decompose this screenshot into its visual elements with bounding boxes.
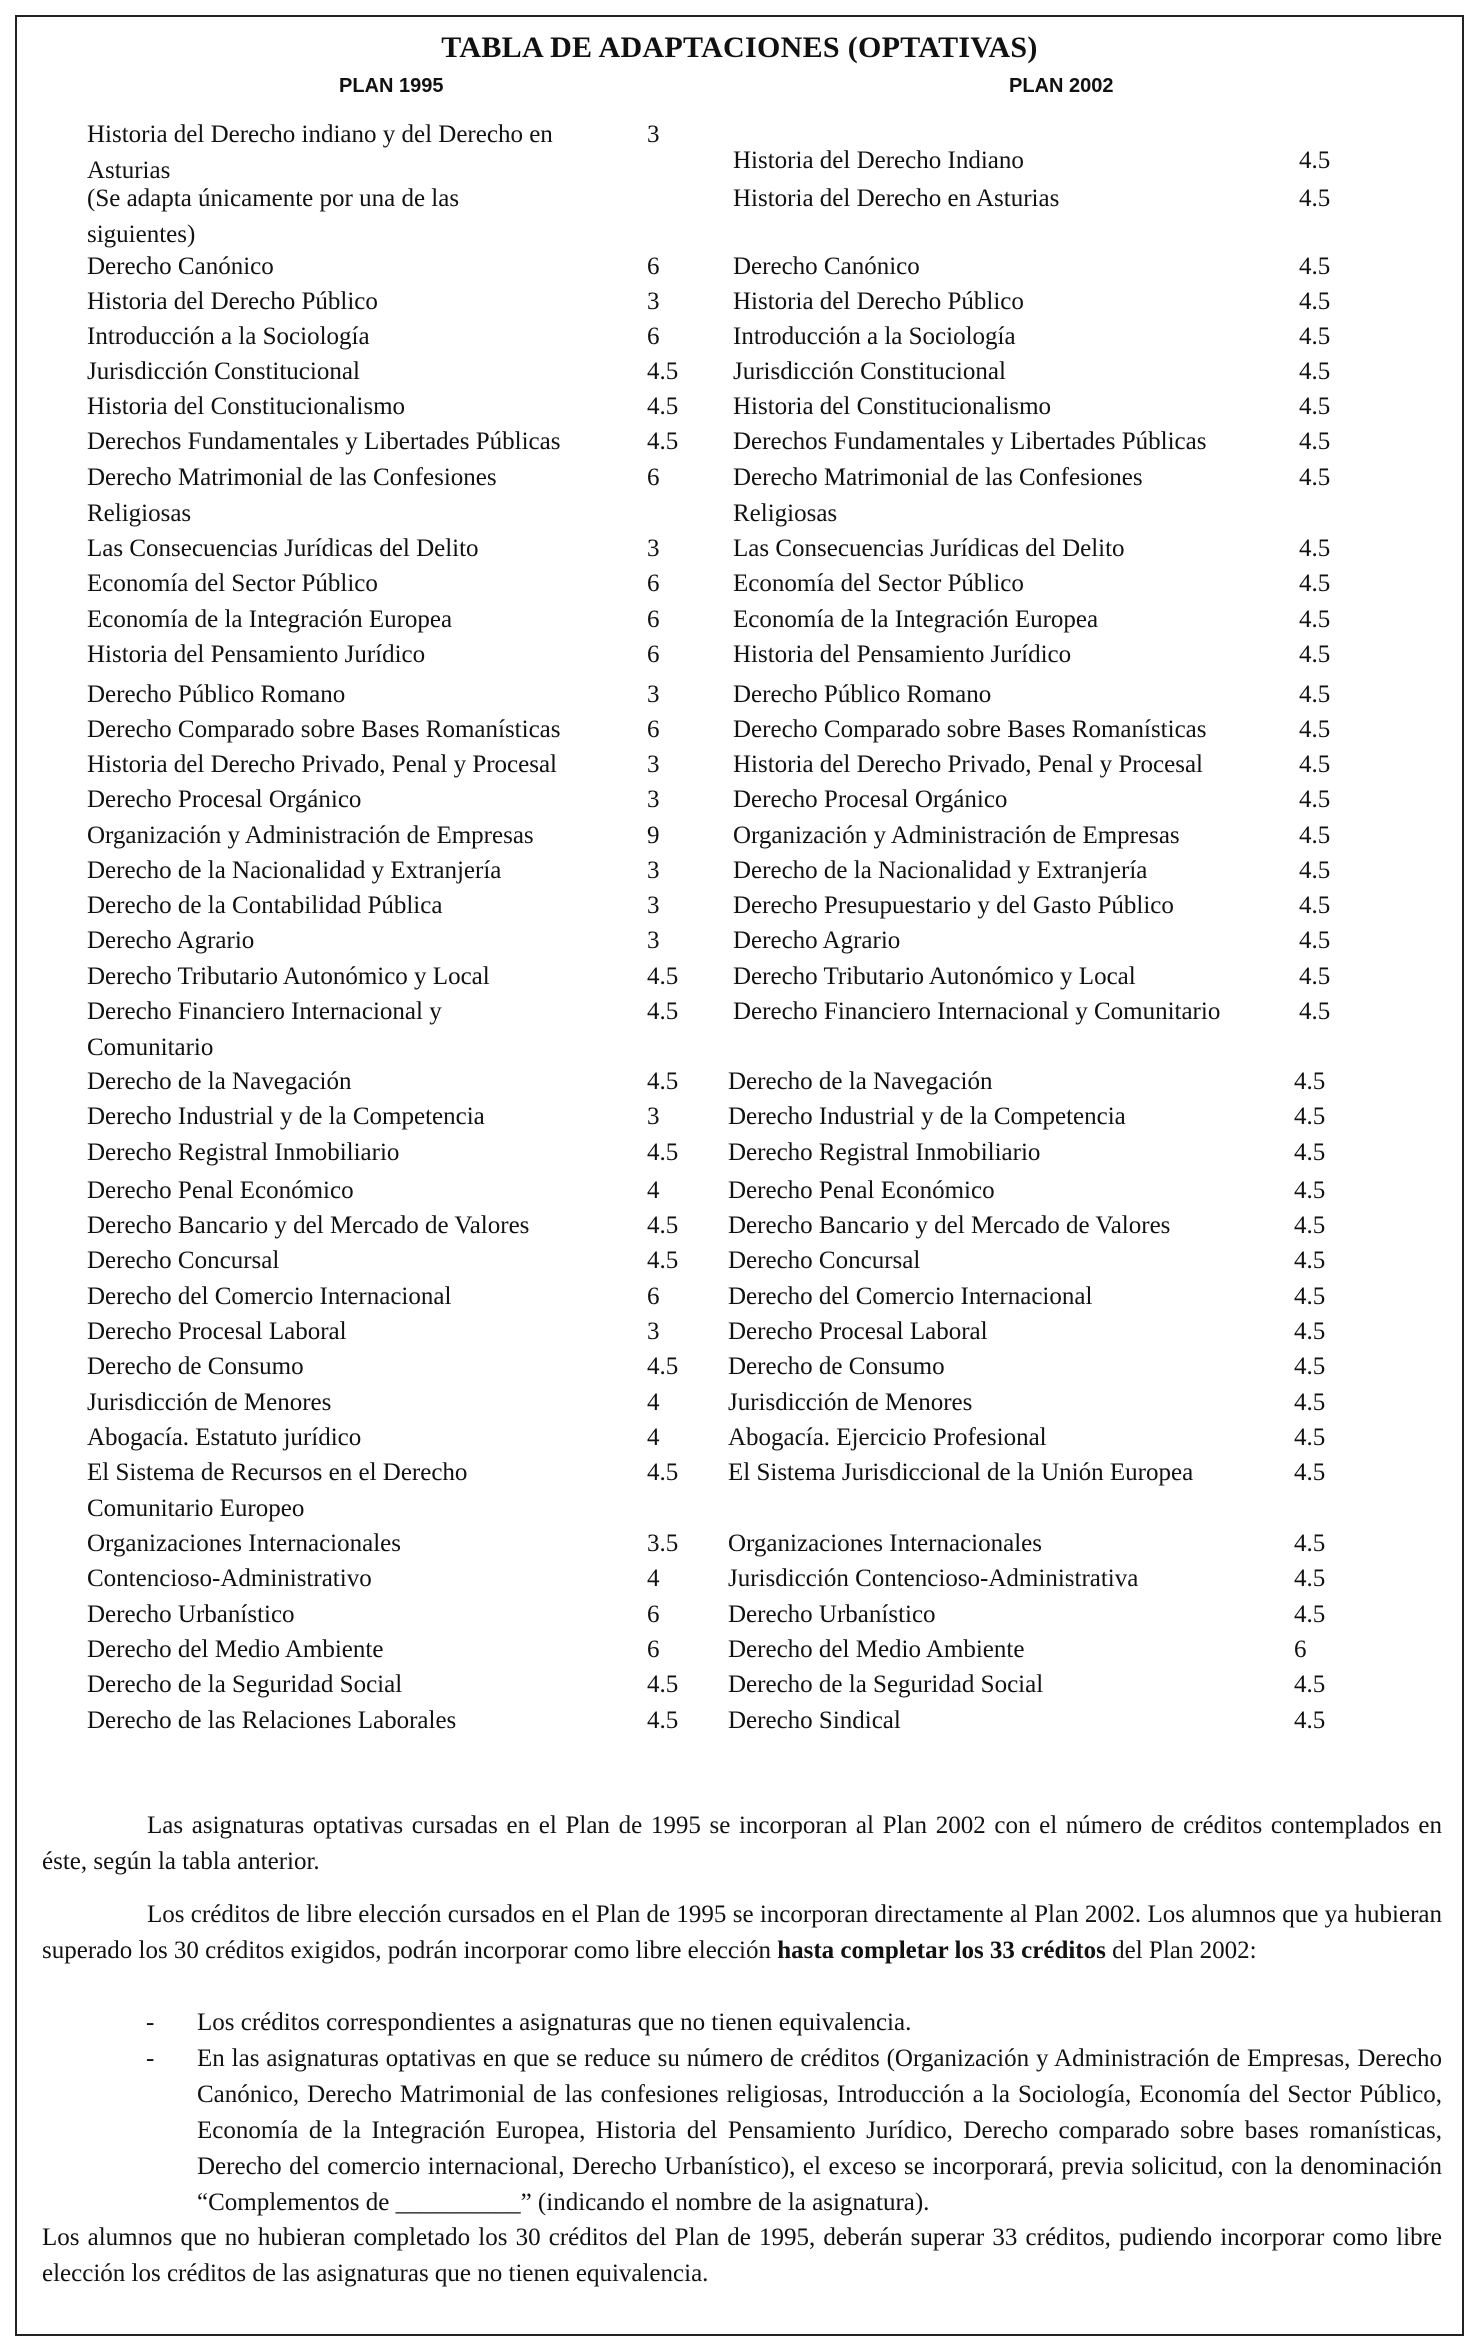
plan1995-credits: 6 xyxy=(647,464,660,491)
plan2002-subject: Historia del Derecho Indiano xyxy=(733,147,1024,174)
plan1995-subject: Historia del Constitucionalismo xyxy=(87,393,406,420)
plan1995-subject: Derecho Canónico xyxy=(87,253,274,280)
plan1995-subject-cont: Asturias xyxy=(87,157,171,184)
plan2002-credits: 4.5 xyxy=(1299,570,1331,597)
plan1995-credits: 6 xyxy=(647,570,660,597)
plan1995-subject: Derecho Comparado sobre Bases Romanísticas xyxy=(87,716,561,743)
plan2002-subject: Derecho Procesal Orgánico xyxy=(733,786,1008,813)
plan1995-subject: Derecho del Comercio Internacional xyxy=(87,1283,452,1310)
plan2002-subject: Jurisdicción Constitucional xyxy=(733,358,1006,385)
plan1995-credits: 3 xyxy=(647,681,660,708)
plan2002-credits: 4.5 xyxy=(1299,681,1331,708)
plan1995-credits: 6 xyxy=(647,323,660,350)
plan1995-subject: Derecho Registral Inmobiliario xyxy=(87,1139,400,1166)
plan2002-subject: Jurisdicción Contencioso-Administrativa xyxy=(728,1565,1139,1592)
plan1995-subject: Derecho Procesal Laboral xyxy=(87,1318,347,1345)
plan2002-subject: Derecho Público Romano xyxy=(733,681,992,708)
plan2002-credits: 4.5 xyxy=(1294,1318,1326,1345)
plan1995-credits: 3 xyxy=(647,786,660,813)
plan1995-subject: Derecho de Consumo xyxy=(87,1353,304,1380)
plan2002-subject: Introducción a la Sociología xyxy=(733,323,1016,350)
plan2002-subject: Historia del Derecho Privado, Penal y Procesal xyxy=(733,751,1204,778)
plan2002-credits: 4.5 xyxy=(1294,1601,1326,1628)
plan1995-credits: 4.5 xyxy=(647,358,679,385)
plan2002-subject: Derecho Bancario y del Mercado de Valores xyxy=(728,1212,1171,1239)
plan2002-subject: Organización y Administración de Empresas xyxy=(733,822,1180,849)
plan2002-subject: Derecho de la Nacionalidad y Extranjería xyxy=(733,857,1148,884)
paragraph-no-completado: Los alumnos que no hubieran completado los 30 créditos del Plan de 1995, deberán superar 33 créditos, pudiendo incorporar como libre elección los créditos de las asignaturas que no tienen equivalencia. xyxy=(42,2224,1442,2287)
plan1995-credits: 3 xyxy=(647,1318,660,1345)
plan1995-credits: 4 xyxy=(647,1389,660,1416)
plan1995-credits: 3 xyxy=(647,121,660,148)
plan2002-subject: Historia del Derecho Público xyxy=(733,288,1024,315)
plan2002-credits: 4.5 xyxy=(1294,1247,1326,1274)
paragraph-libre-eleccion xyxy=(42,1897,1442,1969)
plan2002-credits: 4.5 xyxy=(1299,751,1331,778)
plan1995-subject: Derecho Urbanístico xyxy=(87,1601,295,1628)
plan1995-subject: Derecho Tributario Autonómico y Local xyxy=(87,963,490,990)
plan1995-credits: 4.5 xyxy=(647,393,679,420)
plan2002-subject: Derecho Concursal xyxy=(728,1247,921,1274)
plan2002-credits: 4.5 xyxy=(1299,147,1331,174)
plan2002-subject: Abogacía. Ejercicio Profesional xyxy=(728,1424,1047,1451)
plan1995-subject: Derecho Concursal xyxy=(87,1247,280,1274)
plan2002-credits: 4.5 xyxy=(1294,1103,1326,1130)
plan2002-subject: Derecho Procesal Laboral xyxy=(728,1318,988,1345)
plan1995-credits: 4 xyxy=(647,1424,660,1451)
plan1995-credits: 9 xyxy=(647,822,660,849)
plan2002-subject: Derecho de Consumo xyxy=(728,1353,945,1380)
plan1995-subject: Contencioso-Administrativo xyxy=(87,1565,372,1592)
plan1995-subject-cont: Comunitario Europeo xyxy=(87,1495,305,1522)
plan2002-subject: Historia del Constitucionalismo xyxy=(733,393,1052,420)
plan2002-credits: 4.5 xyxy=(1294,1353,1326,1380)
plan1995-subject: Historia del Derecho Privado, Penal y Procesal xyxy=(87,751,558,778)
plan2002-subject: Derecho Sindical xyxy=(728,1707,901,1734)
plan1995-subject: Derecho Agrario xyxy=(87,927,255,954)
plan2002-credits: 4.5 xyxy=(1299,716,1331,743)
plan2002-subject: Derecho Canónico xyxy=(733,253,920,280)
plan2002-credits: 4.5 xyxy=(1294,1212,1326,1239)
paragraph-optativas: Las asignaturas optativas cursadas en el Plan de 1995 se incorporan al Plan 2002 con el número de créditos contemplados en éste, según la tabla anterior. xyxy=(42,1812,1442,1875)
plan2002-credits: 4.5 xyxy=(1299,185,1331,212)
plan1995-subject: Introducción a la Sociología xyxy=(87,323,370,350)
plan1995-subject: Derecho Industrial y de la Competencia xyxy=(87,1103,485,1130)
plan2002-subject: Derecho Tributario Autonómico y Local xyxy=(733,963,1136,990)
plan1995-subject: Derecho del Medio Ambiente xyxy=(87,1636,384,1663)
plan1995-subject: Historia del Derecho Público xyxy=(87,288,378,315)
plan-2002-header: PLAN 2002 xyxy=(1009,75,1114,97)
plan2002-credits: 4.5 xyxy=(1299,963,1331,990)
plan2002-credits: 4.5 xyxy=(1299,358,1331,385)
plan1995-credits: 4.5 xyxy=(647,1139,679,1166)
plan1995-subject: Economía de la Integración Europea xyxy=(87,606,453,633)
plan2002-credits: 4.5 xyxy=(1299,927,1331,954)
plan2002-credits: 4.5 xyxy=(1294,1139,1326,1166)
plan1995-credits: 4.5 xyxy=(647,1707,679,1734)
plan1995-subject: Historia del Pensamiento Jurídico xyxy=(87,641,426,668)
plan1995-subject-cont: Comunitario xyxy=(87,1034,214,1061)
plan1995-credits: 3 xyxy=(647,892,660,919)
plan1995-credits: 3 xyxy=(647,535,660,562)
plan1995-credits: 6 xyxy=(647,1283,660,1310)
plan1995-subject: Jurisdicción de Menores xyxy=(87,1389,332,1416)
plan2002-subject: Derecho Financiero Internacional y Comunitario xyxy=(733,998,1221,1025)
plan1995-subject: Derechos Fundamentales y Libertades Públicas xyxy=(87,428,561,455)
plan2002-subject: Derecho Industrial y de la Competencia xyxy=(728,1103,1126,1130)
page-title: TABLA DE ADAPTACIONES (OPTATIVAS) xyxy=(441,31,1038,64)
plan2002-subject: Derecho Urbanístico xyxy=(728,1601,936,1628)
plan2002-credits: 4.5 xyxy=(1294,1389,1326,1416)
bullet-item xyxy=(42,2005,1442,2041)
plan2002-subject: Las Consecuencias Jurídicas del Delito xyxy=(733,535,1125,562)
plan1995-credits: 4.5 xyxy=(647,1459,679,1486)
plan1995-subject: Economía del Sector Público xyxy=(87,570,378,597)
plan1995-credits: 4.5 xyxy=(647,1671,679,1698)
plan1995-credits: 3 xyxy=(647,1103,660,1130)
plan1995-subject: (Se adapta únicamente por una de las xyxy=(87,185,460,212)
plan1995-subject: Derecho Procesal Orgánico xyxy=(87,786,362,813)
plan2002-credits: 4.5 xyxy=(1299,288,1331,315)
plan2002-subject: Derechos Fundamentales y Libertades Públicas xyxy=(733,428,1207,455)
plan1995-subject: Organización y Administración de Empresas xyxy=(87,822,534,849)
plan1995-subject: Derecho Financiero Internacional y xyxy=(87,998,442,1025)
plan2002-credits: 4.5 xyxy=(1299,464,1331,491)
plan2002-credits: 6 xyxy=(1294,1636,1307,1663)
plan1995-subject: Derecho Bancario y del Mercado de Valores xyxy=(87,1212,530,1239)
plan1995-credits: 3.5 xyxy=(647,1530,679,1557)
plan-1995-header: PLAN 1995 xyxy=(339,75,444,97)
plan2002-credits: 4.5 xyxy=(1299,857,1331,884)
plan2002-subject: Derecho del Comercio Internacional xyxy=(728,1283,1093,1310)
plan1995-subject-cont: siguientes) xyxy=(87,221,196,248)
plan2002-subject: El Sistema Jurisdiccional de la Unión Europea xyxy=(728,1459,1194,1486)
plan1995-credits: 4 xyxy=(647,1565,660,1592)
plan1995-subject: Historia del Derecho indiano y del Derecho en xyxy=(87,121,553,148)
plan1995-credits: 6 xyxy=(647,641,660,668)
plan2002-subject: Derecho Agrario xyxy=(733,927,901,954)
plan1995-credits: 6 xyxy=(647,606,660,633)
plan1995-credits: 3 xyxy=(647,927,660,954)
plan1995-credits: 4.5 xyxy=(647,1353,679,1380)
plan2002-subject: Historia del Derecho en Asturias xyxy=(733,185,1060,212)
plan2002-subject: Derecho del Medio Ambiente xyxy=(728,1636,1025,1663)
plan2002-subject: Derecho Presupuestario y del Gasto Público xyxy=(733,892,1174,919)
plan2002-credits: 4.5 xyxy=(1294,1177,1326,1204)
plan2002-credits: 4.5 xyxy=(1299,641,1331,668)
plan2002-subject: Derecho Registral Inmobiliario xyxy=(728,1139,1041,1166)
plan2002-credits: 4.5 xyxy=(1294,1068,1326,1095)
plan2002-credits: 4.5 xyxy=(1299,998,1331,1025)
plan2002-credits: 4.5 xyxy=(1294,1459,1326,1486)
paragraph-libre-eleccion-end: del Plan 2002: xyxy=(1105,1937,1257,1964)
plan2002-subject-cont: Religiosas xyxy=(733,500,838,527)
plan1995-credits: 4.5 xyxy=(647,1212,679,1239)
plan2002-subject: Economía del Sector Público xyxy=(733,570,1024,597)
plan1995-credits: 4.5 xyxy=(647,963,679,990)
plan2002-subject: Derecho de la Navegación xyxy=(728,1068,993,1095)
plan1995-subject: Derecho de las Relaciones Laborales xyxy=(87,1707,457,1734)
plan1995-subject-cont: Religiosas xyxy=(87,500,192,527)
paragraph-libre-eleccion-text: Los créditos de libre elección cursados en el Plan de 1995 se incorporan directamente al Plan 2002. Los alumnos que ya hubieran superado los 30 créditos exigidos, podrán incorporar como libre elección xyxy=(42,1901,1442,1964)
plan1995-credits: 4.5 xyxy=(647,1068,679,1095)
plan1995-credits: 4.5 xyxy=(647,1247,679,1274)
plan2002-subject: Economía de la Integración Europea xyxy=(733,606,1099,633)
paragraph-libre-eleccion-bold: hasta completar los 33 créditos xyxy=(777,1937,1106,1964)
bullet-dash: - xyxy=(146,2045,155,2072)
plan1995-subject: Derecho Público Romano xyxy=(87,681,346,708)
plan2002-subject: Derecho de la Seguridad Social xyxy=(728,1671,1044,1698)
plan1995-credits: 3 xyxy=(647,288,660,315)
plan2002-credits: 4.5 xyxy=(1299,606,1331,633)
plan1995-subject: Derecho Matrimonial de las Confesiones xyxy=(87,464,497,491)
plan2002-subject: Derecho Comparado sobre Bases Romanísticas xyxy=(733,716,1207,743)
plan2002-subject: Derecho Penal Económico xyxy=(728,1177,995,1204)
plan2002-credits: 4.5 xyxy=(1299,253,1331,280)
plan2002-credits: 4.5 xyxy=(1299,393,1331,420)
plan1995-subject: Las Consecuencias Jurídicas del Delito xyxy=(87,535,479,562)
plan1995-credits: 3 xyxy=(647,751,660,778)
bullet-text: En las asignaturas optativas en que se reduce su número de créditos (Organización y Administración de Empresas, Derecho Canónico, Derecho Matrimonial de las confesiones religiosas, Introducción a la Sociología, Economía del Sector Público, Economía de la Integración Europea, Historia del Pensamiento Jurídico, Derecho comparado sobre bases romanísticas, Derecho del comercio internacional, Derecho Urbanístico), el exceso se incorporará, previa solicitud, con la denominación “Complementos de __________” (indicando el nombre de la asignatura). xyxy=(197,2045,1442,2216)
bullet-text: Los créditos correspondientes a asignaturas que no tienen equivalencia. xyxy=(197,2009,912,2036)
plan2002-subject: Organizaciones Internacionales xyxy=(728,1530,1042,1557)
plan2002-credits: 4.5 xyxy=(1294,1424,1326,1451)
plan2002-credits: 4.5 xyxy=(1294,1707,1326,1734)
plan1995-subject: El Sistema de Recursos en el Derecho xyxy=(87,1459,468,1486)
plan2002-credits: 4.5 xyxy=(1294,1283,1326,1310)
plan1995-subject: Derecho de la Navegación xyxy=(87,1068,352,1095)
plan2002-credits: 4.5 xyxy=(1294,1565,1326,1592)
plan1995-subject: Abogacía. Estatuto jurídico xyxy=(87,1424,362,1451)
plan2002-credits: 4.5 xyxy=(1299,786,1331,813)
plan1995-subject: Derecho de la Contabilidad Pública xyxy=(87,892,443,919)
plan1995-credits: 6 xyxy=(647,253,660,280)
plan1995-subject: Organizaciones Internacionales xyxy=(87,1530,401,1557)
plan1995-subject: Jurisdicción Constitucional xyxy=(87,358,360,385)
bullet-item xyxy=(42,2041,1442,2221)
plan2002-credits: 4.5 xyxy=(1299,535,1331,562)
plan2002-credits: 4.5 xyxy=(1299,323,1331,350)
plan1995-subject: Derecho de la Seguridad Social xyxy=(87,1671,403,1698)
bullet-list xyxy=(42,2005,1442,2221)
plan1995-credits: 4.5 xyxy=(647,428,679,455)
plan2002-credits: 4.5 xyxy=(1294,1671,1326,1698)
plan2002-credits: 4.5 xyxy=(1299,892,1331,919)
bullet-dash: - xyxy=(146,2009,155,2036)
plan2002-subject: Jurisdicción de Menores xyxy=(728,1389,973,1416)
plan1995-credits: 6 xyxy=(647,1636,660,1663)
plan1995-credits: 6 xyxy=(647,1601,660,1628)
plan2002-subject: Derecho Matrimonial de las Confesiones xyxy=(733,464,1143,491)
plan1995-credits: 3 xyxy=(647,857,660,884)
plan1995-subject: Derecho Penal Económico xyxy=(87,1177,354,1204)
plan1995-subject: Derecho de la Nacionalidad y Extranjería xyxy=(87,857,502,884)
document-page xyxy=(15,15,1464,2336)
plan1995-credits: 6 xyxy=(647,716,660,743)
plan1995-credits: 4.5 xyxy=(647,998,679,1025)
plan2002-credits: 4.5 xyxy=(1299,822,1331,849)
plan1995-credits: 4 xyxy=(647,1177,660,1204)
plan2002-credits: 4.5 xyxy=(1299,428,1331,455)
plan2002-credits: 4.5 xyxy=(1294,1530,1326,1557)
plan2002-subject: Historia del Pensamiento Jurídico xyxy=(733,641,1072,668)
